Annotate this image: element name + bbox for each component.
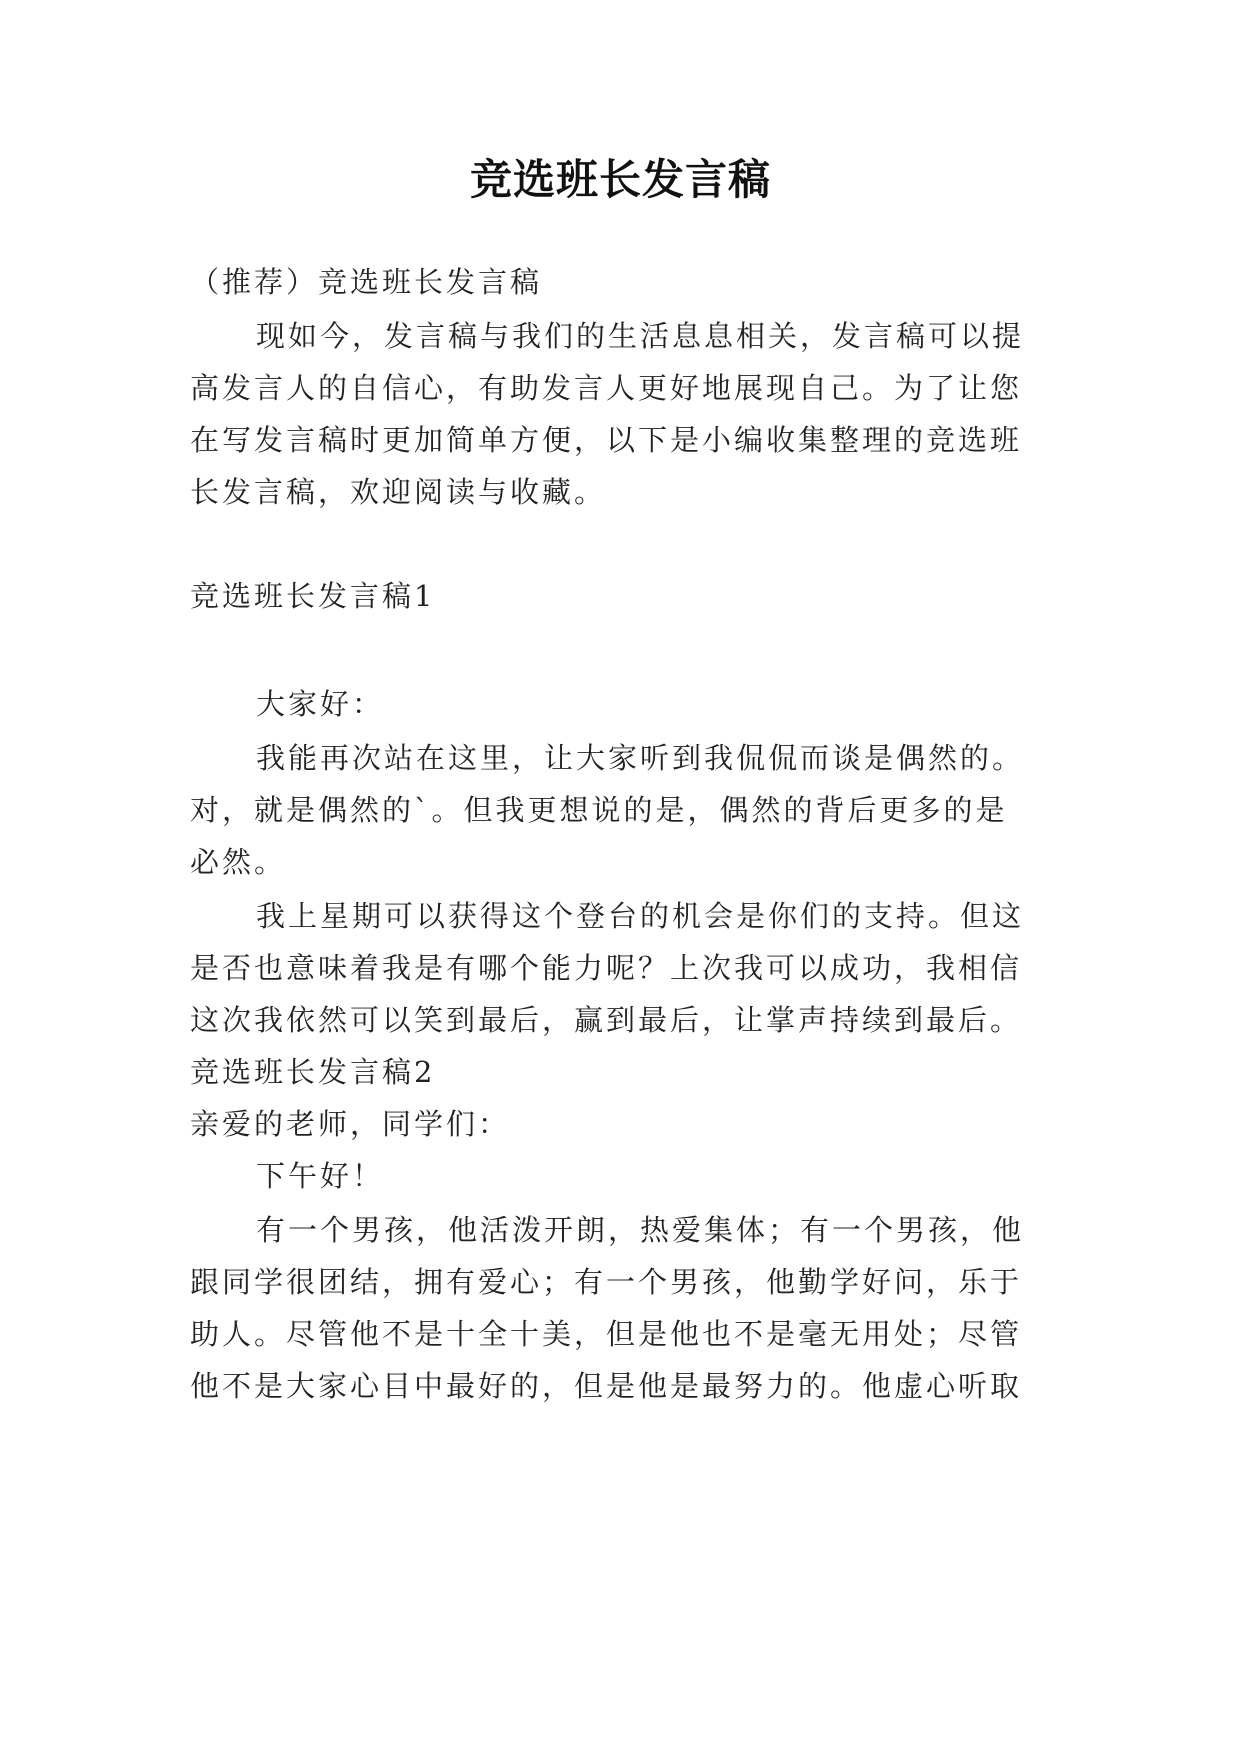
intro-line: 现如今，发言稿与我们的生活息息相关，发言稿可以提 [256,319,1025,353]
intro-line: 在写发言稿时更加简单方便，以下是小编收集整理的竞选班 [190,423,1023,457]
body-line: 我上星期可以获得这个登台的机会是你们的支持。但这 [256,899,1025,933]
body-line: 他不是大家心目中最好的，但是他是最努力的。他虚心听取 [190,1369,1023,1403]
intro-line: 高发言人的自信心，有助发言人更好地展现自己。为了让您 [190,371,1023,405]
body-line: 对，就是偶然的`。但我更想说的是，偶然的背后更多的是 [190,793,1008,827]
body-line: 我能再次站在这里，让大家听到我侃侃而谈是偶然的。 [256,741,1025,775]
body-line: 下午好！ [256,1159,385,1193]
body-line: 大家好： [256,687,385,721]
body-line: 助人。尽管他不是十全十美，但是他也不是毫无用处；尽管 [190,1317,1023,1351]
section-heading: 竞选班长发言稿2 [190,1055,436,1089]
body-line: 有一个男孩，他活泼开朗，热爱集体；有一个男孩，他 [256,1213,1025,1247]
body-line: 是否也意味着我是有哪个能力呢？上次我可以成功，我相信 [190,951,1023,985]
subtitle-line: （推荐）竞选班长发言稿 [190,265,543,299]
body-line: 这次我依然可以笑到最后，赢到最后，让掌声持续到最后。 [190,1003,1023,1037]
body-line: 亲爱的老师，同学们： [190,1107,511,1141]
document-title: 竞选班长发言稿 [469,155,771,204]
body-line: 必然。 [190,845,287,879]
body-line: 跟同学很团结，拥有爱心；有一个男孩，他勤学好问，乐于 [190,1265,1023,1299]
intro-line: 长发言稿，欢迎阅读与收藏。 [190,475,607,509]
section-heading: 竞选班长发言稿1 [190,579,436,613]
